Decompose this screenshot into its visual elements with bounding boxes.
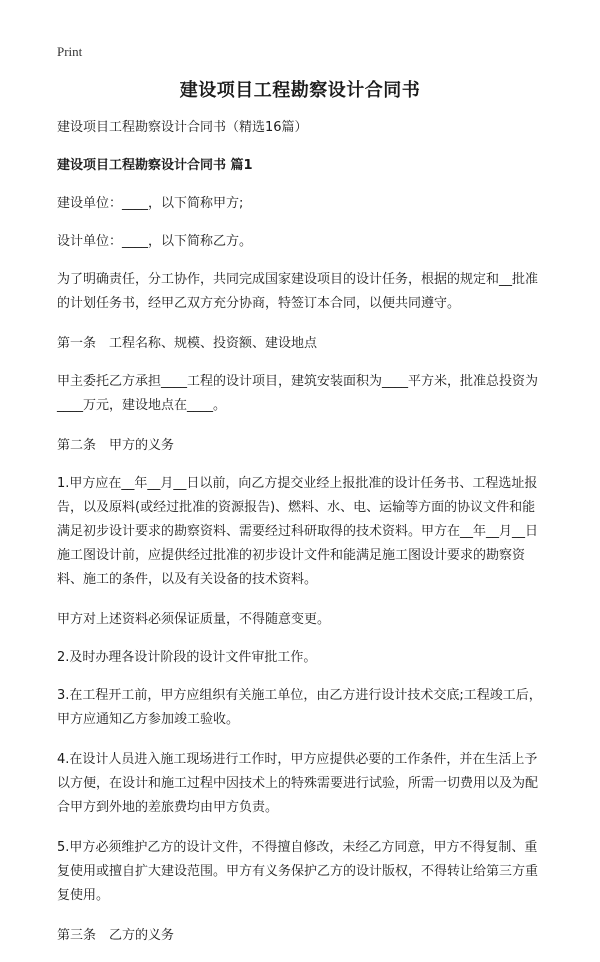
document-title: 建设项目工程勘察设计合同书 — [179, 80, 421, 101]
article-2-item-3: 3.在工程开工前，甲方应组织有关施工单位，由乙方进行设计技术交底;工程竣工后，甲方应通知乙方参加竣工验收。 — [57, 688, 542, 727]
article-2-item-5: 5.甲方必须维护乙方的设计文件，不得擅自修改，未经乙方同意，甲方不得复制、重复使用或擅自扩大建设范围。甲方有义务保护乙方的设计版权，不得转让给第三方重复使用。 — [57, 840, 539, 903]
article-2-heading: 第二条 甲方的义务 — [57, 438, 175, 453]
paragraph-preamble: 为了明确责任，分工协作，共同完成国家建设项目的设计任务，根据的规定和__批准的计划任务书，经甲乙双方充分协商，特签订本合同，以便共同遵守。 — [57, 272, 539, 311]
document-subtitle: 建设项目工程勘察设计合同书（精选16篇） — [57, 120, 308, 135]
article-2-item-4: 4.在设计人员进入施工现场进行工作时，甲方应提供必要的工作条件，并在生活上予以方便，在设计和施工过程中因技术上的特殊需要进行试验，所需一切费用以及为配合甲方到外地的差旅费均由甲方负责。 — [57, 752, 539, 815]
article-3-heading: 第三条 乙方的义务 — [57, 928, 175, 943]
article-2-item-1: 1.甲方应在__年__月__日以前，向乙方提交业经上报批准的设计任务书、工程选址报告，以及原料(或经过批准的资源报告)、燃料、水、电、运输等方面的协议文件和能满足初步设计要求的勘察资料、需要经过科研取得的技术资料。甲方在__年__月__日施工图设计前，应提供经过批准的初步设计文件和能满足施工图设计要求的勘察资料、施工的条件，以及有关设备的技术资料。 — [57, 476, 539, 587]
article-1-heading: 第一条 工程名称、规模、投资额、建设地点 — [57, 336, 318, 351]
article-2-note: 甲方对上述资料必须保证质量，不得随意变更。 — [57, 612, 331, 627]
article-1-text: 甲主委托乙方承担____工程的设计项目，建筑安装面积为____平方米，批准总投资为____万元，建设地点在____。 — [57, 374, 539, 413]
paragraph-designer: 设计单位：____，以下简称乙方。 — [57, 234, 253, 249]
article-2-item-2: 2.及时办理各设计阶段的设计文件审批工作。 — [57, 650, 317, 665]
print-label: Print — [57, 44, 83, 59]
document-body — [57, 116, 547, 962]
section-heading: 建设项目工程勘察设计合同书 篇1 — [57, 158, 253, 173]
paragraph-client: 建设单位：____，以下简称甲方; — [57, 196, 244, 211]
